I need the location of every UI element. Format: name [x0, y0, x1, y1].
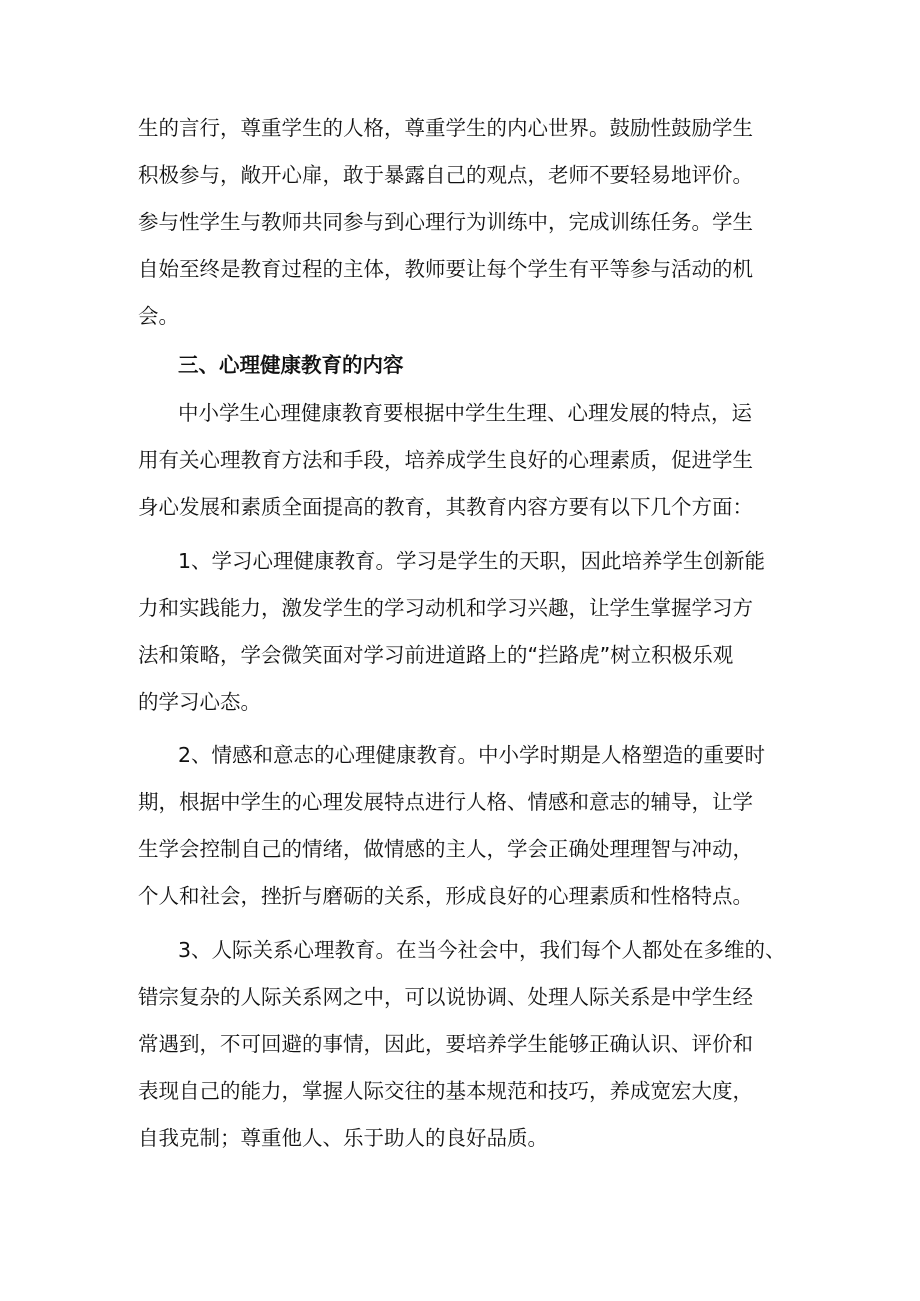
- paragraph-line: 中小学生心理健康教育要根据中学生生理、心理发展的特点，运: [178, 401, 752, 425]
- paragraph-line: 力和实践能力，激发学生的学习动机和学习兴趣，让学生掌握学习方: [138, 596, 753, 620]
- paragraph-line: 1、学习心理健康教育。学习是学生的天职，因此培养学生创新能: [178, 549, 766, 573]
- section-heading: 三、心理健康教育的内容: [178, 353, 404, 377]
- paragraph-line: 生的言行，尊重学生的人格，尊重学生的内心世界。鼓励性鼓励学生: [138, 116, 753, 140]
- paragraph-line: 自我克制；尊重他人、乐于助人的良好品质。: [138, 1126, 548, 1150]
- paragraph-line: 自始至终是教育过程的主体，教师要让每个学生有平等参与活动的机: [138, 257, 753, 281]
- paragraph-line: 法和策略，学会微笑面对学习前进道路上的“拦路虎”树立积极乐观: [138, 643, 734, 667]
- paragraph-line: 会。: [138, 304, 179, 328]
- paragraph-line: 参与性学生与教师共同参与到心理行为训练中，完成训练任务。学生: [138, 210, 753, 234]
- paragraph-line: 用有关心理教育方法和手段，培养成学生良好的心理素质，促进学生: [138, 448, 753, 472]
- paragraph-line: 生学会控制自己的情绪，做情感的主人，学会正确处理理智与冲动，: [138, 837, 753, 861]
- paragraph-line: 身心发展和素质全面提高的教育，其教育内容方要有以下几个方面：: [138, 495, 753, 519]
- paragraph-line: 个人和社会，挫折与磨砺的关系，形成良好的心理素质和性格特点。: [138, 884, 753, 908]
- paragraph-line: 期，根据中学生的心理发展特点进行人格、情感和意志的辅导，让学: [138, 790, 753, 814]
- paragraph-line: 2、情感和意志的心理健康教育。中小学时期是人格塑造的重要时: [178, 743, 766, 767]
- paragraph-line: 3、人际关系心理教育。在当今社会中，我们每个人都处在多维的、: [178, 938, 786, 962]
- paragraph-line: 常遇到，不可回避的事情，因此，要培养学生能够正确认识、评价和: [138, 1032, 753, 1056]
- paragraph-line: 的学习心态。: [138, 690, 261, 714]
- paragraph-line: 积极参与，敞开心扉，敢于暴露自己的观点，老师不要轻易地评价。: [138, 163, 753, 187]
- paragraph-line: 错宗复杂的人际关系网之中，可以说协调、处理人际关系是中学生经: [138, 985, 753, 1009]
- paragraph-line: 表现自己的能力，掌握人际交往的基本规范和技巧，养成宽宏大度，: [138, 1079, 753, 1103]
